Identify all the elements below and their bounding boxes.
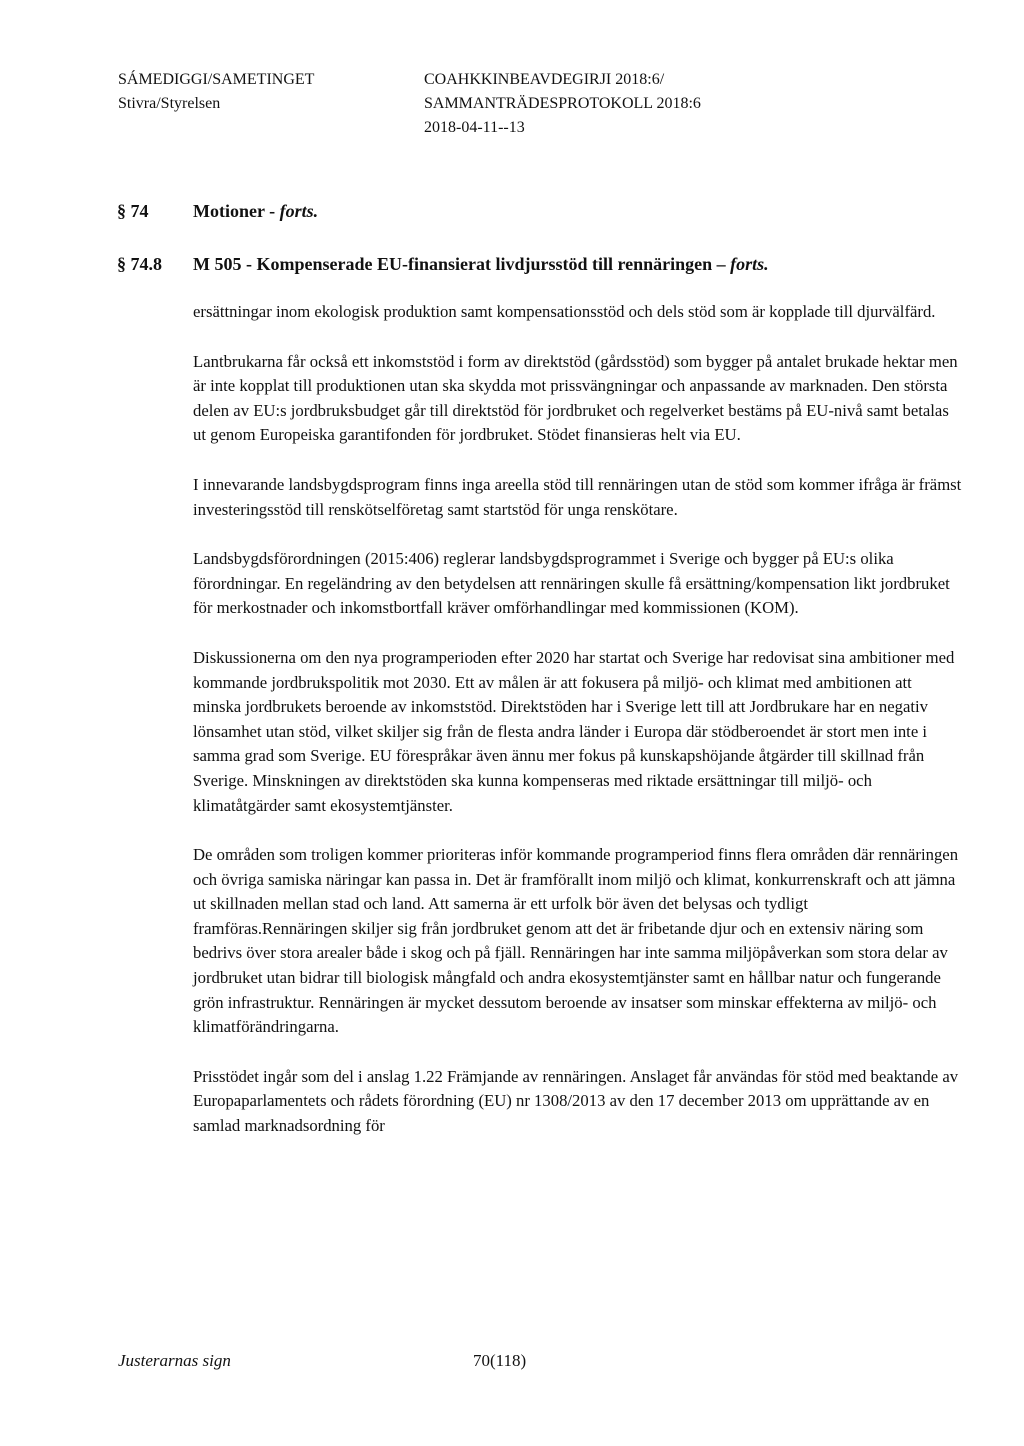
- footer-signature-label: Justerarnas sign: [118, 1351, 231, 1370]
- header-protocol-sami: COAHKKINBEAVDEGIRJI 2018:6/: [424, 71, 665, 88]
- paragraph: De områden som troligen kommer prioriteras inför kommande programperiod finns flera områden där rennäringen och övriga samiska näringar kan passa in. Det är framförallt inom miljö och klimat, konkurrenskraft och att jämna ut skillnaden mellan stad och land. Att samerna är ett urfolk bör även det belysas och tydligt framföras.Rennäringen skiljer sig från jordbruket genom att det är fribetande djur och en extensiv näring som bedrivs över stora arealer både i skog och på fjäll. Rennäringen har inte samma miljöpåverkan som stora delar av jordbruket utan bidrar till biologisk mångfald och andra ekosystemtjänster samt en hållbar natur och fungerande grön infrastruktur. Rennäringen är mycket dessutom beroende av insatser som minskar effekterna av miljö- och klimatförändringarna.: [193, 845, 959, 1037]
- subsection-title: [193, 252, 769, 276]
- subsection-title-text: M 505 - Kompenserade EU-finansierat livdjursstöd till rennäringen –: [193, 254, 731, 274]
- body-text: [193, 300, 963, 1164]
- paragraph: Landsbygdsförordningen (2015:406) reglerar landsbygdsprogrammet i Sverige och bygger på EU:s olika förordningar. En regeländring av den betydelsen att rennäringen skulle få ersättning/kompensation likt jordbruket för merkostnader och inkomstbortfall kräver omförhandlingar med kommissionen (KOM).: [193, 549, 950, 618]
- paragraph: Lantbrukarna får också ett inkomststöd i form av direktstöd (gårdsstöd) som bygger på antalet brukade hektar men är inte kopplat till produktionen utan ska skydda mot prissvängningar och anpassande av marknaden. Den största delen av EU:s jordbruksbudget går till direktstöd för jordbruket och regelverket bestäms på EU-nivå samt betalas ut genom Europeiska garantifonden för jordbruket. Stödet finansieras helt via EU.: [193, 351, 958, 445]
- subsection-number: § 74.8: [117, 254, 162, 274]
- paragraph: Prisstödet ingår som del i anslag 1.22 Främjande av rennäringen. Anslaget får användas för stöd med beaktande av Europaparlamentets och rådets förordning (EU) nr 1308/2013 av den 17 december 2013 om upprättande av en samlad marknadsordning för: [193, 1066, 959, 1136]
- section-number: § 74: [117, 201, 149, 221]
- header-organization: [118, 68, 314, 116]
- paragraph: I innevarande landsbygdsprogram finns inga areella stöd till rennäringen utan de stöd som kommer ifråga är främst investeringsstöd till renskötselföretag samt startstöd för unga renskötare.: [193, 474, 962, 519]
- section-title-suffix: forts.: [279, 201, 319, 221]
- section-title-text: Motioner -: [193, 201, 280, 221]
- footer-page-number: 70(118): [473, 1351, 527, 1370]
- paragraph: ersättningar inom ekologisk produktion samt kompensationsstöd och dels stöd som är kopplade till djurvälfärd.: [193, 302, 936, 321]
- paragraph: Diskussionerna om den nya programperioden efter 2020 har startat och Sverige har redovisat sina ambitioner med kommande jordbrukspolitik mot 2030. Ett av målen är att fokusera på miljö- och klimat med ambitionen att minska jordbrukets beroende av inkomststöd. Direktstöden har i Sverige lett till att Jordbrukare har en negativ lönsamhet utan stöd, vilket skiljer sig från de flesta andra länder i Europa där stödberoendet är stort men inte i samma grad som Sverige. EU förespråkar även ännu mer fokus på kunskapshöjande åtgärder till skillnad från Sverige. Minskningen av direktstöden ska kunna kompenseras med riktade ersättningar till miljö- och klimatåtgärder samt ekosystemtjänster.: [193, 647, 955, 815]
- header-protocol: [424, 68, 701, 140]
- header-date: 2018-04-11--13: [424, 119, 525, 136]
- subsection-title-suffix: forts.: [730, 254, 769, 274]
- header-org-unit: Stivra/Styrelsen: [118, 95, 221, 112]
- section-title: [193, 199, 318, 223]
- header-protocol-swedish: SAMMANTRÄDESPROTOKOLL 2018:6: [424, 95, 701, 112]
- header-org-name: SÁMEDIGGI/SAMETINGET: [118, 71, 315, 88]
